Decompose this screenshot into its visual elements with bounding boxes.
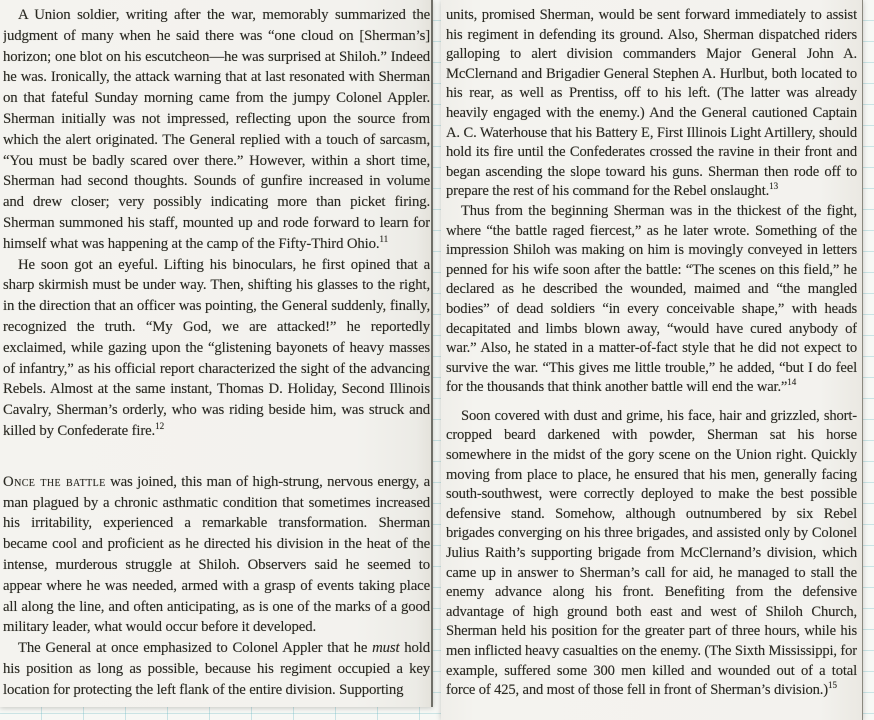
paragraph <box>446 202 857 398</box>
footnote-ref: 14 <box>787 377 797 388</box>
body-text: units, promised Sherman, would be sent forward immediately to assist his regiment in defending its ground. Also, Sherman dispatched riders galloping to alert division commanders Major General John A. McClernand and Brigadier General Stephen A. Hurlbut, both located to his rear, as well as Prentiss, off to his left. (The latter was already heavily engaged with the enemy.) And the General cautioned Captain A. C. Waterhouse that his Battery E, First Illinois Light Artillery, should hold its fire until the Confederates crossed the ravine in their front and began ascending the slope toward his guns. Sherman then rode off to prepare the rest of his command for the Rebel onslaught. <box>446 7 857 200</box>
body-text: was joined, this man of high-strung, nervous energy, a man plagued by a chronic asthmatic condition that sometimes increased his irritability, experienced a remarkable transformation. Sherman became cool and proficient as he directed his division in the heat of the intense, murderous struggle at Shiloh. Observers said he seemed to appear where he was needed, armed with a grasp of events taking place all along the line, and often anticipating, as is one of the marks of a good military leader, what would occur before it developed. <box>3 473 430 636</box>
footnote-ref: 12 <box>155 421 165 432</box>
text-column-right <box>446 6 857 718</box>
page-edge-line <box>431 0 433 707</box>
body-text: A Union soldier, writing after the war, memorably summarized the judgment of many when he said there was “one cloud on [Sherman’s] horizon; one blot on his escutcheon—he was surprised at Shiloh.” Indeed he was. Ironically, the attack warning that at last resonated with Sherman on that fateful Sunday morning came from the jumpy Colonel Appler. Sherman initially was not impressed, reflecting upon the source from which the alert originated. The General replied with a touch of sarcasm, “You must be badly scared over there.” However, within a short time, Sherman had second thoughts. Sounds of gunfire increased in volume and drew closer; very possibly indicating more than picket firing. Sherman summoned his staff, mounted up and rode forward to learn for himself what was happening at the camp of the Fifty-Third Ohio. <box>3 7 430 252</box>
footnote-ref: 13 <box>769 181 779 192</box>
page-scan-right <box>441 0 863 720</box>
section-opener: Once the battle <box>3 473 106 490</box>
paragraph <box>446 407 857 701</box>
footnote-ref: 11 <box>379 233 389 244</box>
paragraph <box>3 5 430 255</box>
body-text: Soon covered with dust and grime, his face, hair and grizzled, short-cropped beard darkened with powder, Sherman sat his horse somewhere in the midst of the gory scene on the Union right. Quickly moving from place to place, he ensured that his men, generally facing south-southwest, were correctly deployed to make the best possible defensive stand. Somehow, although outnumbered by six Rebel brigades converging on his three brigades, and assisted only by Colonel Julius Raith’s supporting brigade from McClernand’s division, which came up in answer to Sherman’s call for aid, he managed to stall the enemy advance along his front. Benefiting from the defensive advantage of high ground both east and west of Shiloh Church, Sherman held his position for the greater part of three hours, while his men inflicted heavy casualties on the enemy. (The Sixth Mississippi, for example, suffered some 300 men killed and wounded out of a total force of 425, and most of those fell in front of Sherman’s division.) <box>446 407 857 699</box>
body-text: He soon got an eyeful. Lifting his binoculars, he first opined that a sharp skirmish must be under way. Then, shifting his glasses to the right, in the direction that an officer was pointing, the General suddenly, finally, recognized the truth. “My God, we are attacked!” he reportedly exclaimed, while gazing upon the “glistening bayonets of heavy masses of infantry,” as his official report characterized the sight of the advancing Rebels. Almost at the same instant, Thomas D. Holiday, Second Illinois Cavalry, Sherman’s orderly, who was riding beside him, was struck and killed by Confederate fire. <box>3 256 430 439</box>
page-scan-left <box>0 0 433 707</box>
paragraph <box>3 472 430 638</box>
body-text: hold his position as long as possible, because his regiment occupied a key location for protecting the left flank of the entire division. Supporting <box>3 640 430 698</box>
paragraph <box>3 255 430 442</box>
paragraph <box>446 6 857 202</box>
paragraph <box>3 638 430 700</box>
footnote-ref: 15 <box>828 680 838 691</box>
body-text: Thus from the beginning Sherman was in the thickest of the fight, where “the battle raged fiercest,” as he later wrote. Something of the impression Shiloh was making on him is movingly conveyed in letters penned for his wife soon after the battle: “The scenes on this field,” he declared as he described the wounded, maimed and “the mangled bodies” of dead soldiers “in every conceivable shape,” with heads decapitated and limbs blown away, “would have cured anybody of war.” Also, he stated in a matter-of-fact style that he did not expect to survive the war. “This gives me little trouble,” he added, “but I do feel for the thousands that think another battle will end the war.” <box>446 202 857 396</box>
emphasis-text: must <box>372 640 400 657</box>
body-text: The General at once emphasized to Colonel Appler that he <box>18 640 373 657</box>
text-column-left <box>3 5 430 705</box>
